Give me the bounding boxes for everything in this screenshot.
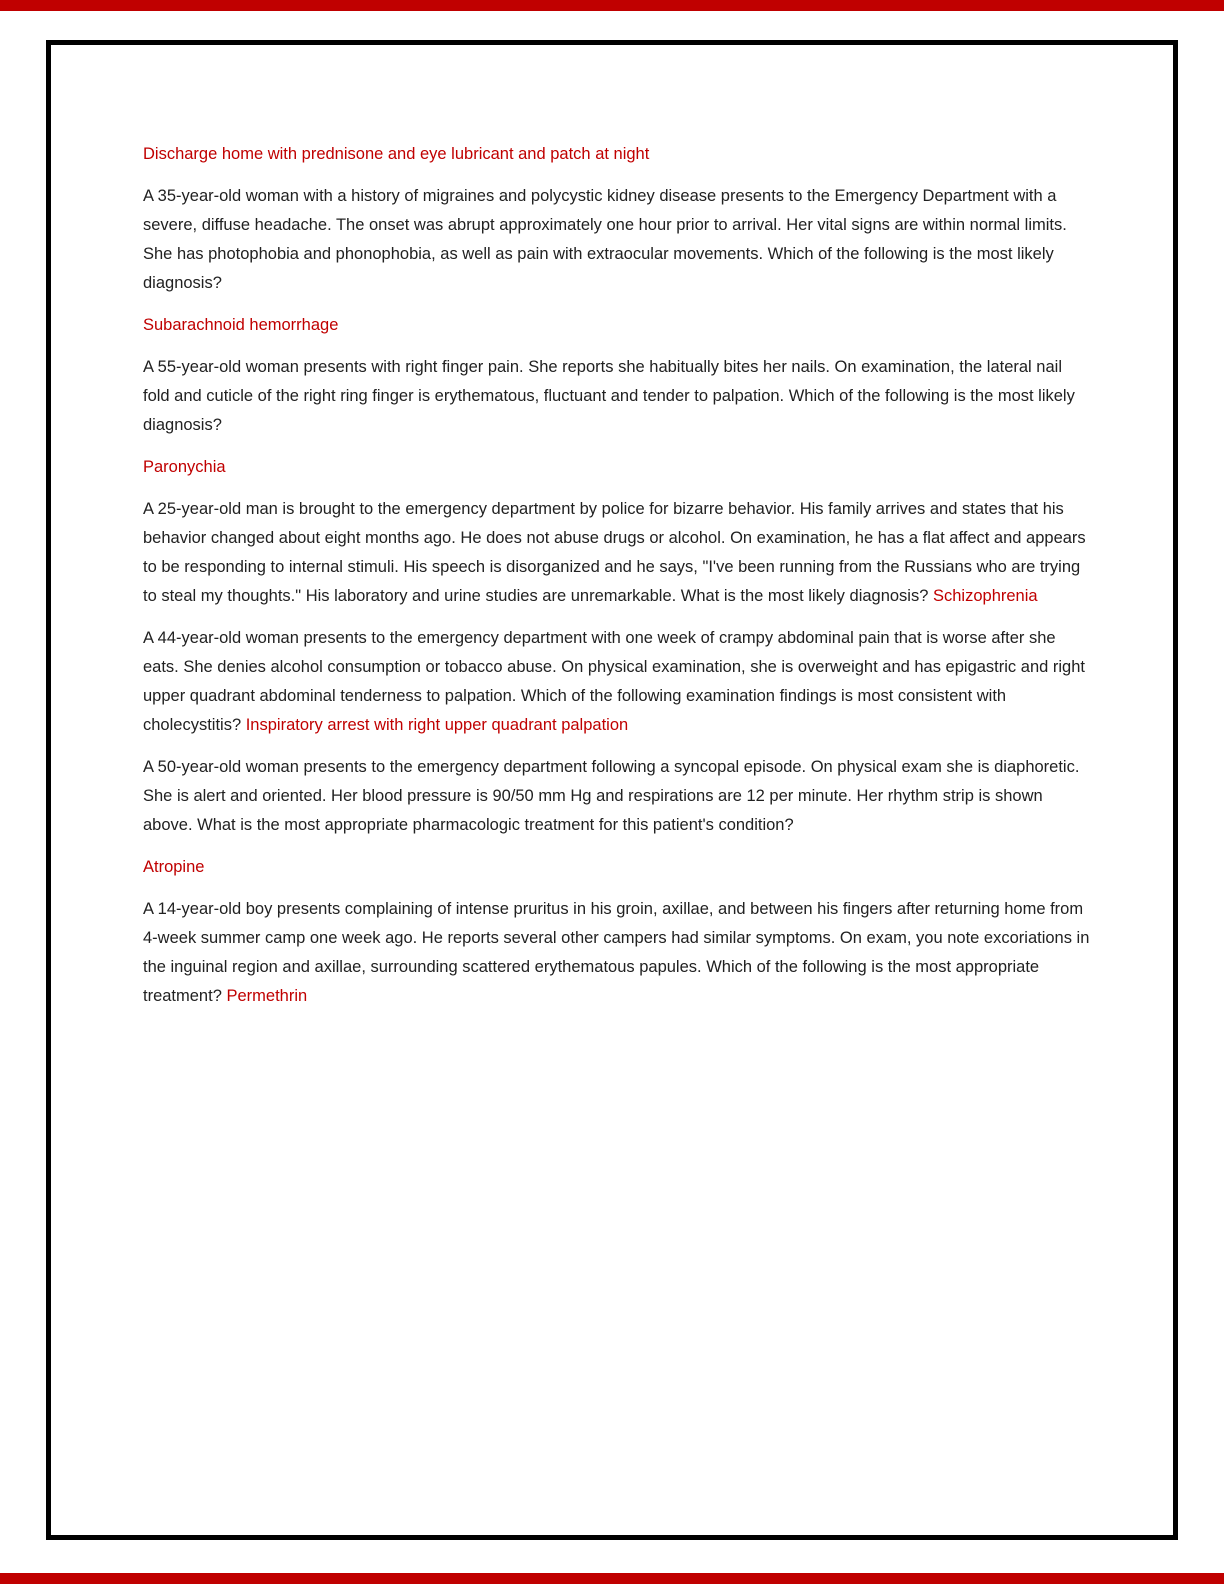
inline-answer-text: Permethrin [226, 987, 308, 1005]
question-body: A 14-year-old boy presents complaining of intense pruritus in his groin, axillae, and between his fingers after returning home from 4-week summer camp one week ago. He reports several other campers had similar symptoms. On exam, you note excoriations in the inguinal region and axillae, surrounding scattered erythematous papules. Which of the following is the most appropriate treatment? [143, 900, 1090, 1005]
question-body: A 35-year-old woman with a history of migraines and polycystic kidney disease presents to the Emergency Department with a severe, diffuse headache. The onset was abrupt approximately one hour prior to arrival. Her vital signs are within normal limits. She has photophobia and phonophobia, as well as pain with extraocular movements. Which of the following is the most likely diagnosis? [143, 187, 1067, 292]
document-content [143, 140, 1090, 1024]
question-body: A 44-year-old woman presents to the emergency department with one week of crampy abdominal pain that is worse after she eats. She denies alcohol consumption or tobacco abuse. On physical examination, she is overweight and has epigastric and right upper quadrant abdominal tenderness to palpation. Which of the following examination findings is most consistent with cholecystitis? [143, 629, 1085, 734]
question-text [143, 182, 1090, 298]
question-body: A 25-year-old man is brought to the emergency department by police for bizarre behavior. His family arrives and states that his behavior changed about eight months ago. He does not abuse drugs or alcohol. On examination, he has a flat affect and appears to be responding to internal stimuli. His speech is disorganized and he says, "I've been running from the Russians who are trying to steal my thoughts." His laboratory and urine studies are unremarkable. What is the most likely diagnosis? [143, 500, 1086, 605]
answer-text: Atropine [143, 858, 205, 876]
question-body: A 55-year-old woman presents with right finger pain. She reports she habitually bites her nails. On examination, the lateral nail fold and cuticle of the right ring finger is erythematous, fluctuant and tender to palpation. Which of the following is the most likely diagnosis? [143, 358, 1075, 434]
inline-answer-text: Inspiratory arrest with right upper quadrant palpation [245, 716, 629, 734]
question-text [143, 895, 1090, 1011]
question-text [143, 353, 1090, 440]
answer-text: Paronychia [143, 458, 226, 476]
answer-text: Subarachnoid hemorrhage [143, 316, 339, 334]
question-text [143, 495, 1090, 611]
page-top-red-edge [0, 0, 1224, 11]
answer-text: Discharge home with prednisone and eye lubricant and patch at night [143, 145, 650, 163]
page-bottom-red-edge [0, 1573, 1224, 1584]
question-body: A 50-year-old woman presents to the emergency department following a syncopal episode. On physical exam she is diaphoretic. She is alert and oriented. Her blood pressure is 90/50 mm Hg and respirations are 12 per minute. Her rhythm strip is shown above. What is the most appropriate pharmacologic treatment for this patient's condition? [143, 758, 1080, 834]
question-text [143, 624, 1090, 740]
question-text [143, 753, 1090, 840]
inline-answer-text: Schizophrenia [933, 587, 1038, 605]
